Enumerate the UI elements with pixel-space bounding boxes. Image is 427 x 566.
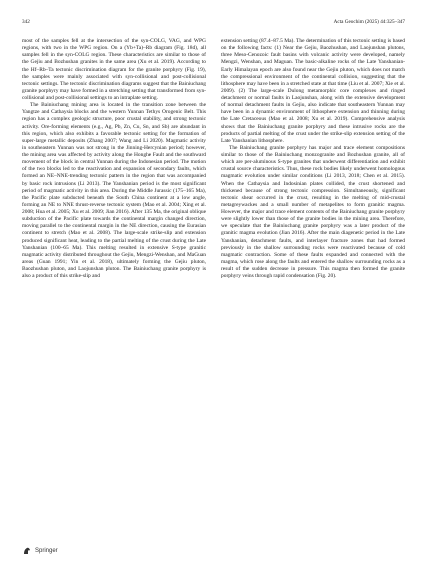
journal-reference: Acta Geochim (2025) 44:325–347	[333, 19, 405, 25]
page-header	[22, 17, 405, 27]
left-paragraph-2: The Bainiuchang mining area is located in the transition zone between the Yangtze and Cathaysia blocks and the western Yunnan Tethys Orogenic Belt. This region has a complex geologic structure, poor crustal stability, and strong tectonic activity. Ore-forming elements (e.g., Ag, Pb, Zn, Cu, Sn, and Sb) are abundant in this region, which also exhibits a favorable tectonic setting for the formation of super-large metallic deposits (Zhang 2007; Wang and Li 2020). Magmatic activity in southeastern Yunnan was not strong in the Jinning-Hercynian period; however, the mining area was affected by activity along the Honghe Fault and the southward movement of the block in central Yunnan during the Indonesian period. The motion of the two blocks led to the reactivation and expansion of secondary faults, which formed an NE–NNE-trending tectonic pattern in the region that was accompanied by basic rock intrusions (Li 2013). The Yanshanian period is the most significant period of magmatic activity in this area. During the Middle Jurassic (175–165 Ma), the Pacific plate subducted beneath the South China continent at a low angle, forming an NE to NNE thrust-reverse tectonic system (Mao et al. 2004; Xing et al. 2008; Hua et al. 2005; Xu et al. 2009; Jian 2016). After 135 Ma, the original oblique subduction of the Pacific plate towards the continental margin changed direction, moving parallel to the continental margin in the NE direction, causing the Eurasian continent to stretch (Mao et al. 2008). The large-scale strike-slip and extension produced significant heat, leading to the partial melting of the crust during the Late Yanshanian (100–65 Ma). This melting resulted in extensive S-type granitic magmatic activity distributed throughout the Gejiu, Mengzi-Wenshan, and MaGuan areas (Guan 1991; Yin et al. 2018), ultimately forming the Gejiu pluton, Baozhushan pluton, and Laojunshan pluton. The Bainiuchang granite porphyry is also a product of this strike-slip and	[22, 102, 206, 280]
page-footer	[22, 545, 58, 557]
publisher-name: Springer	[35, 548, 58, 554]
right-paragraph-1: extension setting (87.4–87.5 Ma). The determination of this tectonic setting is based on the following facts: (1) Near the Gejiu, Baozhushan, and Laojunshan plutons, three Meso-Cenozoic fault basins with volcanic activity were developed, namely Mengzi, Wenshan, and Maguan. The basic-alkaline rocks of the Late Yanshanian-Early Himalayan epoch are also found near the Gejiu pluton, which does not match the compressional environment of the continental collision, suggesting that the lithosphere may have been in a stretched state at that time (Liu et al. 2007; Xie et al. 2009). (2) The large-scale Dulong metamorphic core complexes and ringed detachment or normal faults in Laojunshan, along with the extensive development of normal detachment faults in Gejiu, also indicate that southeastern Yunnan may have been in a dynamic environment of lithosphere extension and thinning during the Late Cretaceous (Mao et al. 2008; Xu et al. 2019). Comprehensive analysis shows that the Bainiuchang granite porphyry and these intrusive rocks are the products of partial melting of the crust under the strike-slip extension setting of the Late Yanshanian lithosphere.	[221, 38, 405, 144]
right-paragraph-2: The Bainiuchang granite porphyry has major and trace element compositions similar to those of the Bainiuchang monzogranite and Bozhushan granite, all of which are per-aluminous S-type granites that underwent differentiation and exhibit crustal source characteristics. Thus, these rock bodies likely underwent homologous magmatic evolution under similar conditions (Li 2013, 2018; Chen et al. 2015). When the Cathaysia and Indosinian plates collided, the crust shortened and thickened because of strong tectonic compression. Simultaneously, significant tectonic shear occurred in the crust, resulting in the melting of mid-crustal metagreywackes and a small number of metapelites to form granitic magma. However, the major and trace element contents of the Bainiuchang granite porphyry were slightly lower than those of the granite bodies in the mining area. Therefore, we speculate that the Bainiuchang granite porphyry was a later product of the granitic magma evolution (Jian 2016). After the main diagenetic period in the Late Yanshanian, detachment faults, and interlayer fracture zones that had formed previously in the shallow surrounding rocks were reactivated because of cold magmatic contraction. Some of these faults expanded and connected with the magma, which rose along the faults and entered the shallow surrounding rocks as a result of the sudden decrease in pressure. This magma then formed the granite porphyry veins through rapid condensation (Fig. 20).	[221, 144, 405, 280]
left-paragraph-1: most of the samples fell at the intersection of the syn-COLG, VAG, and WPG regions, with two in the WPG region. On a (Yb+Ta)–Rb diagram (Fig. 18d), all samples fell in the syn-COLG region. These characteristics are similar to those of the Gejiu and Bozhushan granites in the same area (Xu et al. 2019). According to the Hf–Rb–Ta tectonic discrimination diagram for the granite porphyry (Fig. 19), the samples were mainly associated with syn-collisional and post-collisional tectonic settings. The tectonic discrimination diagrams suggest that the Bainiuchang granite porphyry may have formed in a stretching setting that transformed from syn-collisional and post-collisional settings to an intraplate setting.	[22, 38, 206, 101]
page-number: 342	[22, 19, 30, 25]
left-column	[22, 38, 206, 280]
right-column	[221, 38, 405, 280]
springer-horse-icon	[22, 546, 32, 556]
